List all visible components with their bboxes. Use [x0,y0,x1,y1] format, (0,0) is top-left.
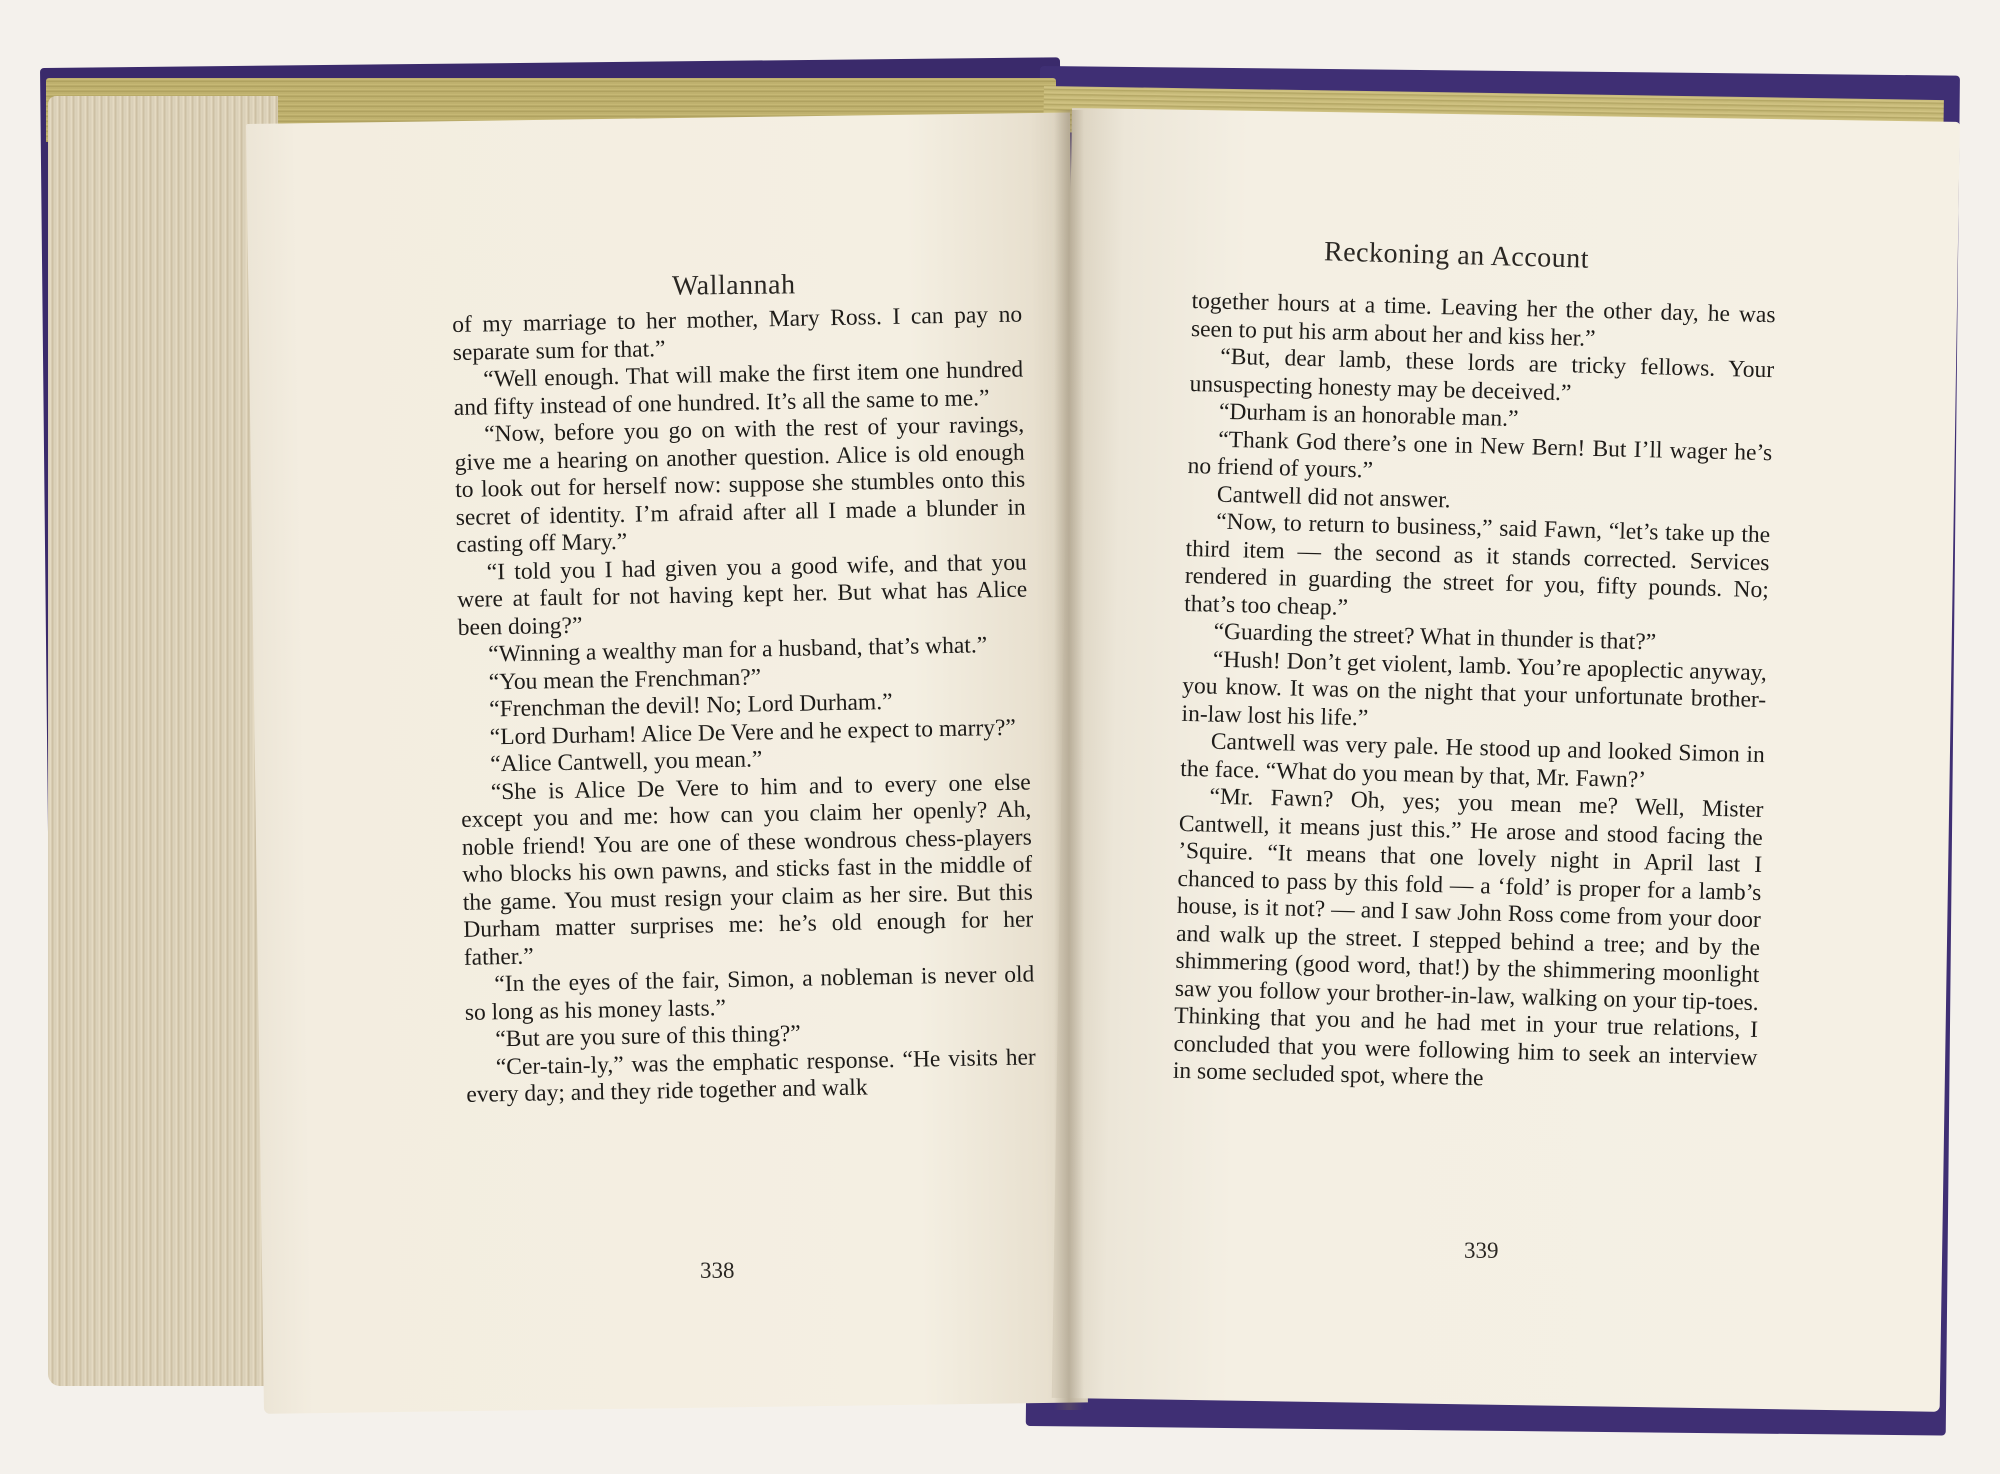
paragraph: “I told you I had given you a good wife, and that you were at fault for not having kept her. But what has Alice been doing?” [457,549,1028,641]
paragraph: “Well enough. That will make the first item one hundred and fifty instead of one hundred. It’s all the same to me.” [453,356,1024,421]
paragraph: “Winning a wealthy man for a husband, that’s what.” [488,632,988,668]
paragraph: “Alice Cantwell, you mean.” [490,746,763,778]
right-running-head: Reckoning an Account [1323,236,1590,275]
paragraph: “Hush! Don’t get violent, lamb. You’re apoplectic anyway, you know. It was on the night that your unfortunate brother-in-law lost his life.” [1181,646,1768,731]
paragraph: “Now, to return to business,” said Fawn, “let’s take up the third item — the second as it stands corrected. Services rendered in guarding the street for you, fifty pounds. No; that’s too cheap.” [1183,508,1771,621]
book-gutter [1054,110,1084,1410]
left-running-head: Wallannah [671,269,796,302]
paragraph: “Now, before you go on with the rest of your ravings, give me a hearing on another question. Alice is old enough to look out for herself now: suppose she stumbles onto this secret of identity. I’m afraid after all I made a blunder in casting off Mary.” [454,411,1026,558]
paragraph: “Guarding the street? What in thunder is that?” [1213,618,1657,656]
paragraph: “Thank God there’s one in New Bern! But I’ll wager he’s no friend of yours.” [1187,426,1773,484]
paragraph: Cantwell was very pale. He stood up and looked Simon in the face. “What do you mean by that, Mr. Fawn?’ [1179,728,1766,793]
paragraph: “Mr. Fawn? Oh, yes; you mean me? Well, Mister Cantwell, it means just this.” He arose and stood facing the ’Squire. “It means that one lovely night in April last I chanced to pass by this fold — a ‘fold’ is proper for a lamb’s house, is it not? — and I saw John Ross come from your door and walk up the street. I stepped behind a tree; and by the shimmering (good word, that!) by the shimmering moonlight saw you follow your brother-in-law, walking on your tip-toes. Thinking that you and he had met in your true relations, I concluded that you were following him to seek an interview in some secluded spot, where the [1172,783,1764,1092]
page-stack-edge [48,96,278,1386]
paragraph: “She is Alice De Vere to him and to every one else except you and me: how can you claim her openly? Ah, noble friend! You are one of these wondrous chess-players who blocks his own pawns, and sticks fast in the middle of the game. You must resign your claim as her sire. But this Durham matter surprises me: he’s old enough for her father.” [461,768,1034,971]
paragraph: “Lord Durham! Alice De Vere and he expect to marry?” [489,714,1017,750]
right-page-text [1173,288,1776,1100]
paragraph: “But, dear lamb, these lords are tricky fellows. Your unsuspecting honesty may be deceived.” [1189,343,1775,406]
left-page-text [452,302,1037,1110]
right-page-number: 339 [1464,1238,1499,1263]
left-page-number: 338 [700,1258,735,1283]
paragraph: “Durham is an honorable man.” [1218,398,1519,433]
paragraph: “You mean the Frenchman?” [488,663,762,695]
paragraph: together hours at a time. Leaving her the other day, he was seen to put his arm about her and kiss her.” [1190,288,1776,352]
paragraph: “Frenchman the devil! No; Lord Durham.” [489,688,893,723]
paragraph: “In the eyes of the fair, Simon, a nobleman is never old so long as his money lasts.” [464,961,1035,1026]
paragraph: “Cer-tain-ly,” was the emphatic response. “He visits her every day; and they ride together and walk [466,1043,1036,1108]
paragraph: of my marriage to her mother, Mary Ross. I can pay no separate sum for that.” [452,301,1023,366]
paragraph: Cantwell did not answer. [1216,481,1451,513]
paragraph: “But are you sure of this thing?” [495,1020,801,1053]
